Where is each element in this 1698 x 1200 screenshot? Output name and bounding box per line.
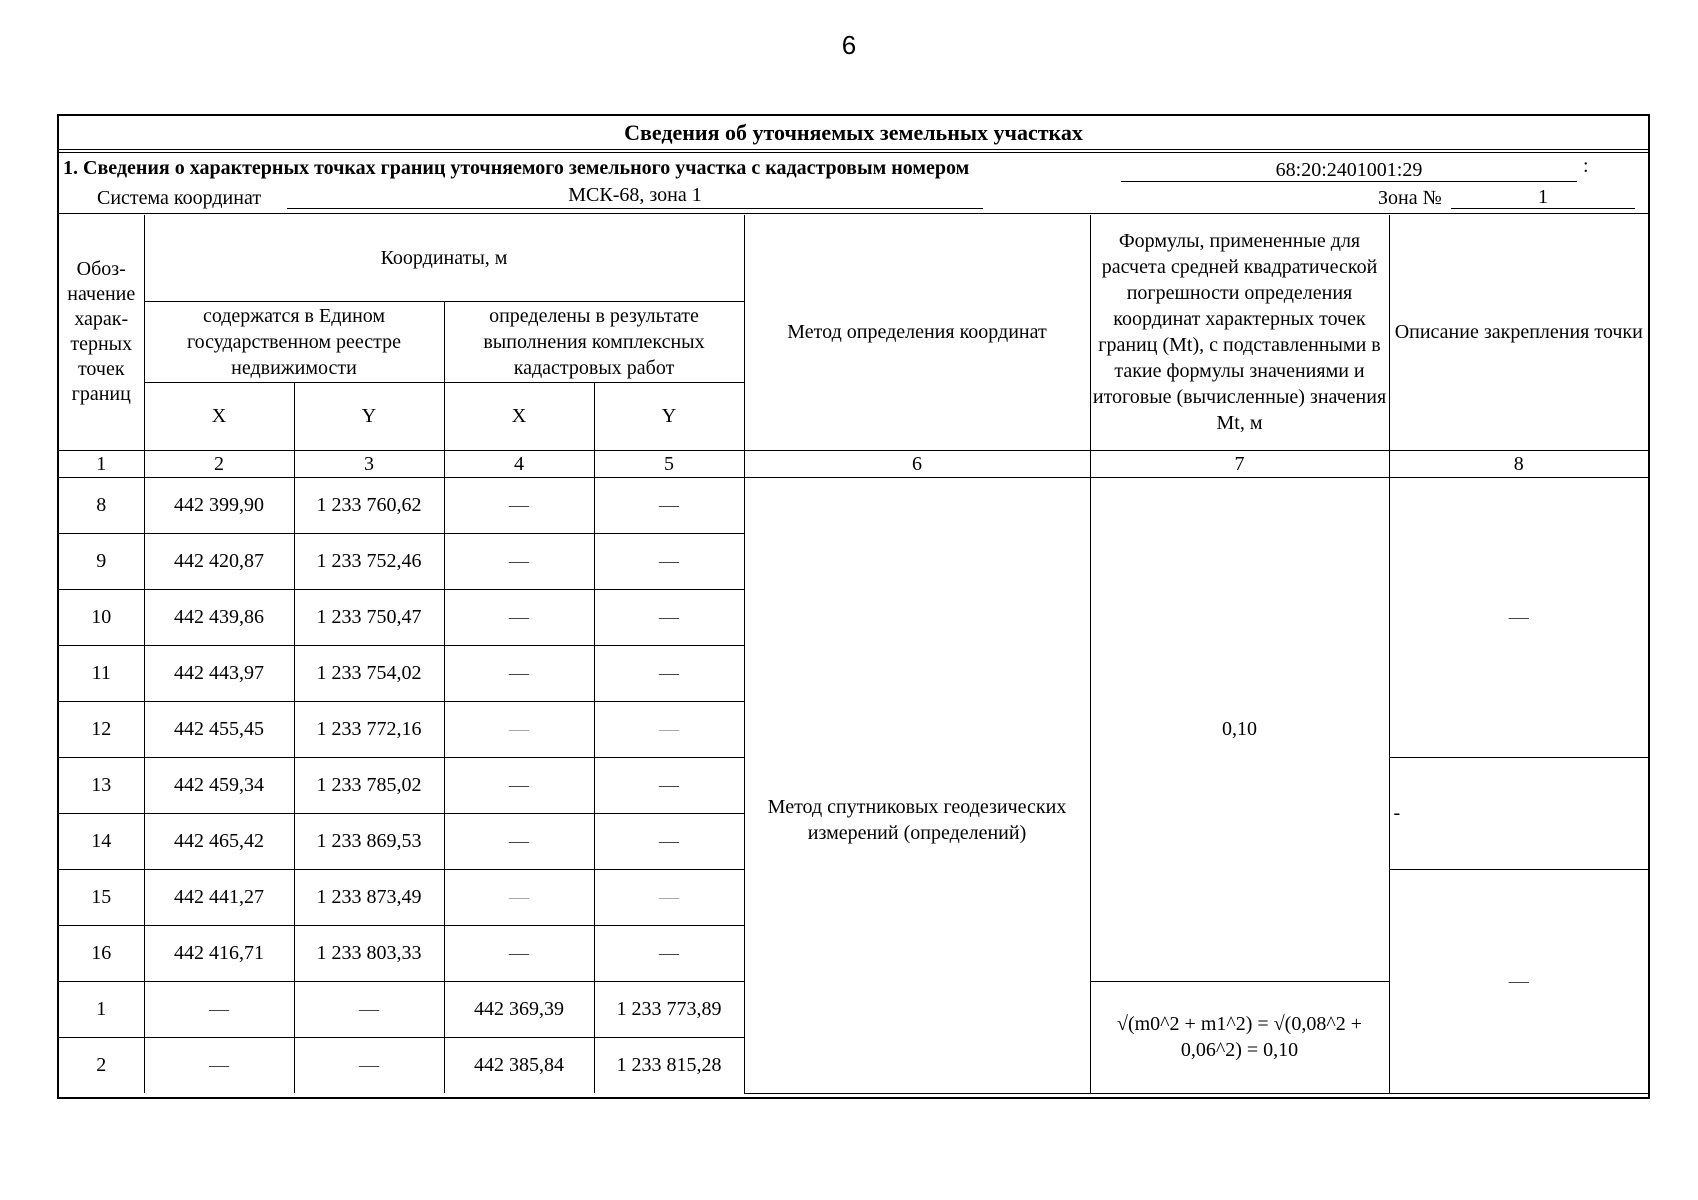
egrn-x: 442 399,90 [144, 477, 294, 533]
header-egrn: содержатся в Едином государственном реестре недвижимости [144, 301, 444, 382]
kkr-y: — [594, 533, 744, 589]
header-x-egrn: X [144, 382, 294, 450]
point-id: 9 [59, 533, 144, 589]
egrn-y: 1 233 750,47 [294, 589, 444, 645]
kkr-x: — [444, 645, 594, 701]
kkr-x: — [444, 925, 594, 981]
document-table [57, 114, 1650, 1099]
mt-formula: √(m0^2 + m1^2) = √(0,08^2 + 0,06^2) = 0,10 [1090, 981, 1389, 1093]
kkr-x: — [444, 533, 594, 589]
egrn-x: 442 443,97 [144, 645, 294, 701]
egrn-x: 442 459,34 [144, 757, 294, 813]
header-method: Метод определения координат [744, 215, 1090, 450]
egrn-y: 1 233 803,33 [294, 925, 444, 981]
kkr-y: — [594, 757, 744, 813]
header-kkr: определены в результате выполнения комплексных кадастровых работ [444, 301, 744, 382]
point-id: 8 [59, 477, 144, 533]
cadastral-colon: : [1583, 155, 1589, 177]
egrn-x: — [144, 981, 294, 1037]
point-id: 2 [59, 1037, 144, 1093]
egrn-y: 1 233 785,02 [294, 757, 444, 813]
point-id: 13 [59, 757, 144, 813]
point-id: 12 [59, 701, 144, 757]
kkr-x: — [444, 813, 594, 869]
egrn-x: 442 439,86 [144, 589, 294, 645]
header-formulas: Формулы, примененные для расчета средней квадратической погрешности определения координат характерных точек границ (Mt), с подставленными в такие формулы значениями и итоговые (вычисленные) значения Mt, м [1090, 215, 1389, 450]
mt-value: 0,10 [1090, 477, 1389, 981]
kkr-y: — [594, 589, 744, 645]
egrn-y: 1 233 754,02 [294, 645, 444, 701]
header-coordinates: Координаты, м [144, 215, 744, 301]
col-number: 8 [1389, 450, 1648, 477]
description-group-1: — [1389, 477, 1648, 757]
header-description: Описание закрепления точки [1389, 215, 1648, 450]
zone-label: Зона № [1378, 187, 1442, 209]
point-id: 1 [59, 981, 144, 1037]
kkr-x: — [444, 701, 594, 757]
header-designation: Обоз-начение харак-терных точек границ [59, 215, 144, 450]
zone-value: 1 [1451, 183, 1635, 209]
header-y-kkr: Y [594, 382, 744, 450]
kkr-x: 442 369,39 [444, 981, 594, 1037]
page-number: 6 [841, 30, 857, 60]
col-number: 3 [294, 450, 444, 477]
kkr-x: — [444, 869, 594, 925]
cadastral-number: 68:20:2401001:29 [1121, 157, 1577, 182]
section-header [59, 153, 1648, 214]
coord-system-value: МСК-68, зона 1 [287, 183, 983, 209]
col-number: 7 [1090, 450, 1389, 477]
col-number: 6 [744, 450, 1090, 477]
kkr-y: — [594, 813, 744, 869]
egrn-x: 442 455,45 [144, 701, 294, 757]
kkr-x: — [444, 757, 594, 813]
kkr-y: 1 233 815,28 [594, 1037, 744, 1093]
points-table [59, 215, 1648, 1094]
kkr-x: — [444, 477, 594, 533]
header-y-egrn: Y [294, 382, 444, 450]
method-cell: Метод спутниковых геодезических измерений (определений) [744, 477, 1090, 1093]
kkr-x: — [444, 589, 594, 645]
header-x-kkr: X [444, 382, 594, 450]
kkr-y: — [594, 925, 744, 981]
col-number: 5 [594, 450, 744, 477]
col-number: 1 [59, 450, 144, 477]
kkr-y: — [594, 477, 744, 533]
egrn-y: 1 233 873,49 [294, 869, 444, 925]
point-id: 15 [59, 869, 144, 925]
table-title: Сведения об уточняемых земельных участках [59, 116, 1648, 153]
coord-system-label: Система координат [97, 187, 262, 209]
egrn-y: 1 233 752,46 [294, 533, 444, 589]
kkr-y: — [594, 869, 744, 925]
kkr-y: 1 233 773,89 [594, 981, 744, 1037]
table-row [59, 477, 1648, 533]
egrn-x: 442 465,42 [144, 813, 294, 869]
egrn-y: — [294, 981, 444, 1037]
point-id: 10 [59, 589, 144, 645]
egrn-y: — [294, 1037, 444, 1093]
egrn-y: 1 233 760,62 [294, 477, 444, 533]
egrn-x: 442 416,71 [144, 925, 294, 981]
egrn-y: 1 233 772,16 [294, 701, 444, 757]
egrn-x: 442 420,87 [144, 533, 294, 589]
egrn-y: 1 233 869,53 [294, 813, 444, 869]
point-id: 11 [59, 645, 144, 701]
egrn-x: — [144, 1037, 294, 1093]
description-group-2: - [1389, 757, 1648, 869]
col-number: 4 [444, 450, 594, 477]
kkr-x: 442 385,84 [444, 1037, 594, 1093]
kkr-y: — [594, 645, 744, 701]
description-group-3: — [1389, 869, 1648, 1093]
point-id: 16 [59, 925, 144, 981]
point-id: 14 [59, 813, 144, 869]
col-number: 2 [144, 450, 294, 477]
egrn-x: 442 441,27 [144, 869, 294, 925]
kkr-y: — [594, 701, 744, 757]
section-caption: 1. Сведения о характерных точках границ уточняемого земельного участка с кадастровым номером [63, 157, 970, 179]
